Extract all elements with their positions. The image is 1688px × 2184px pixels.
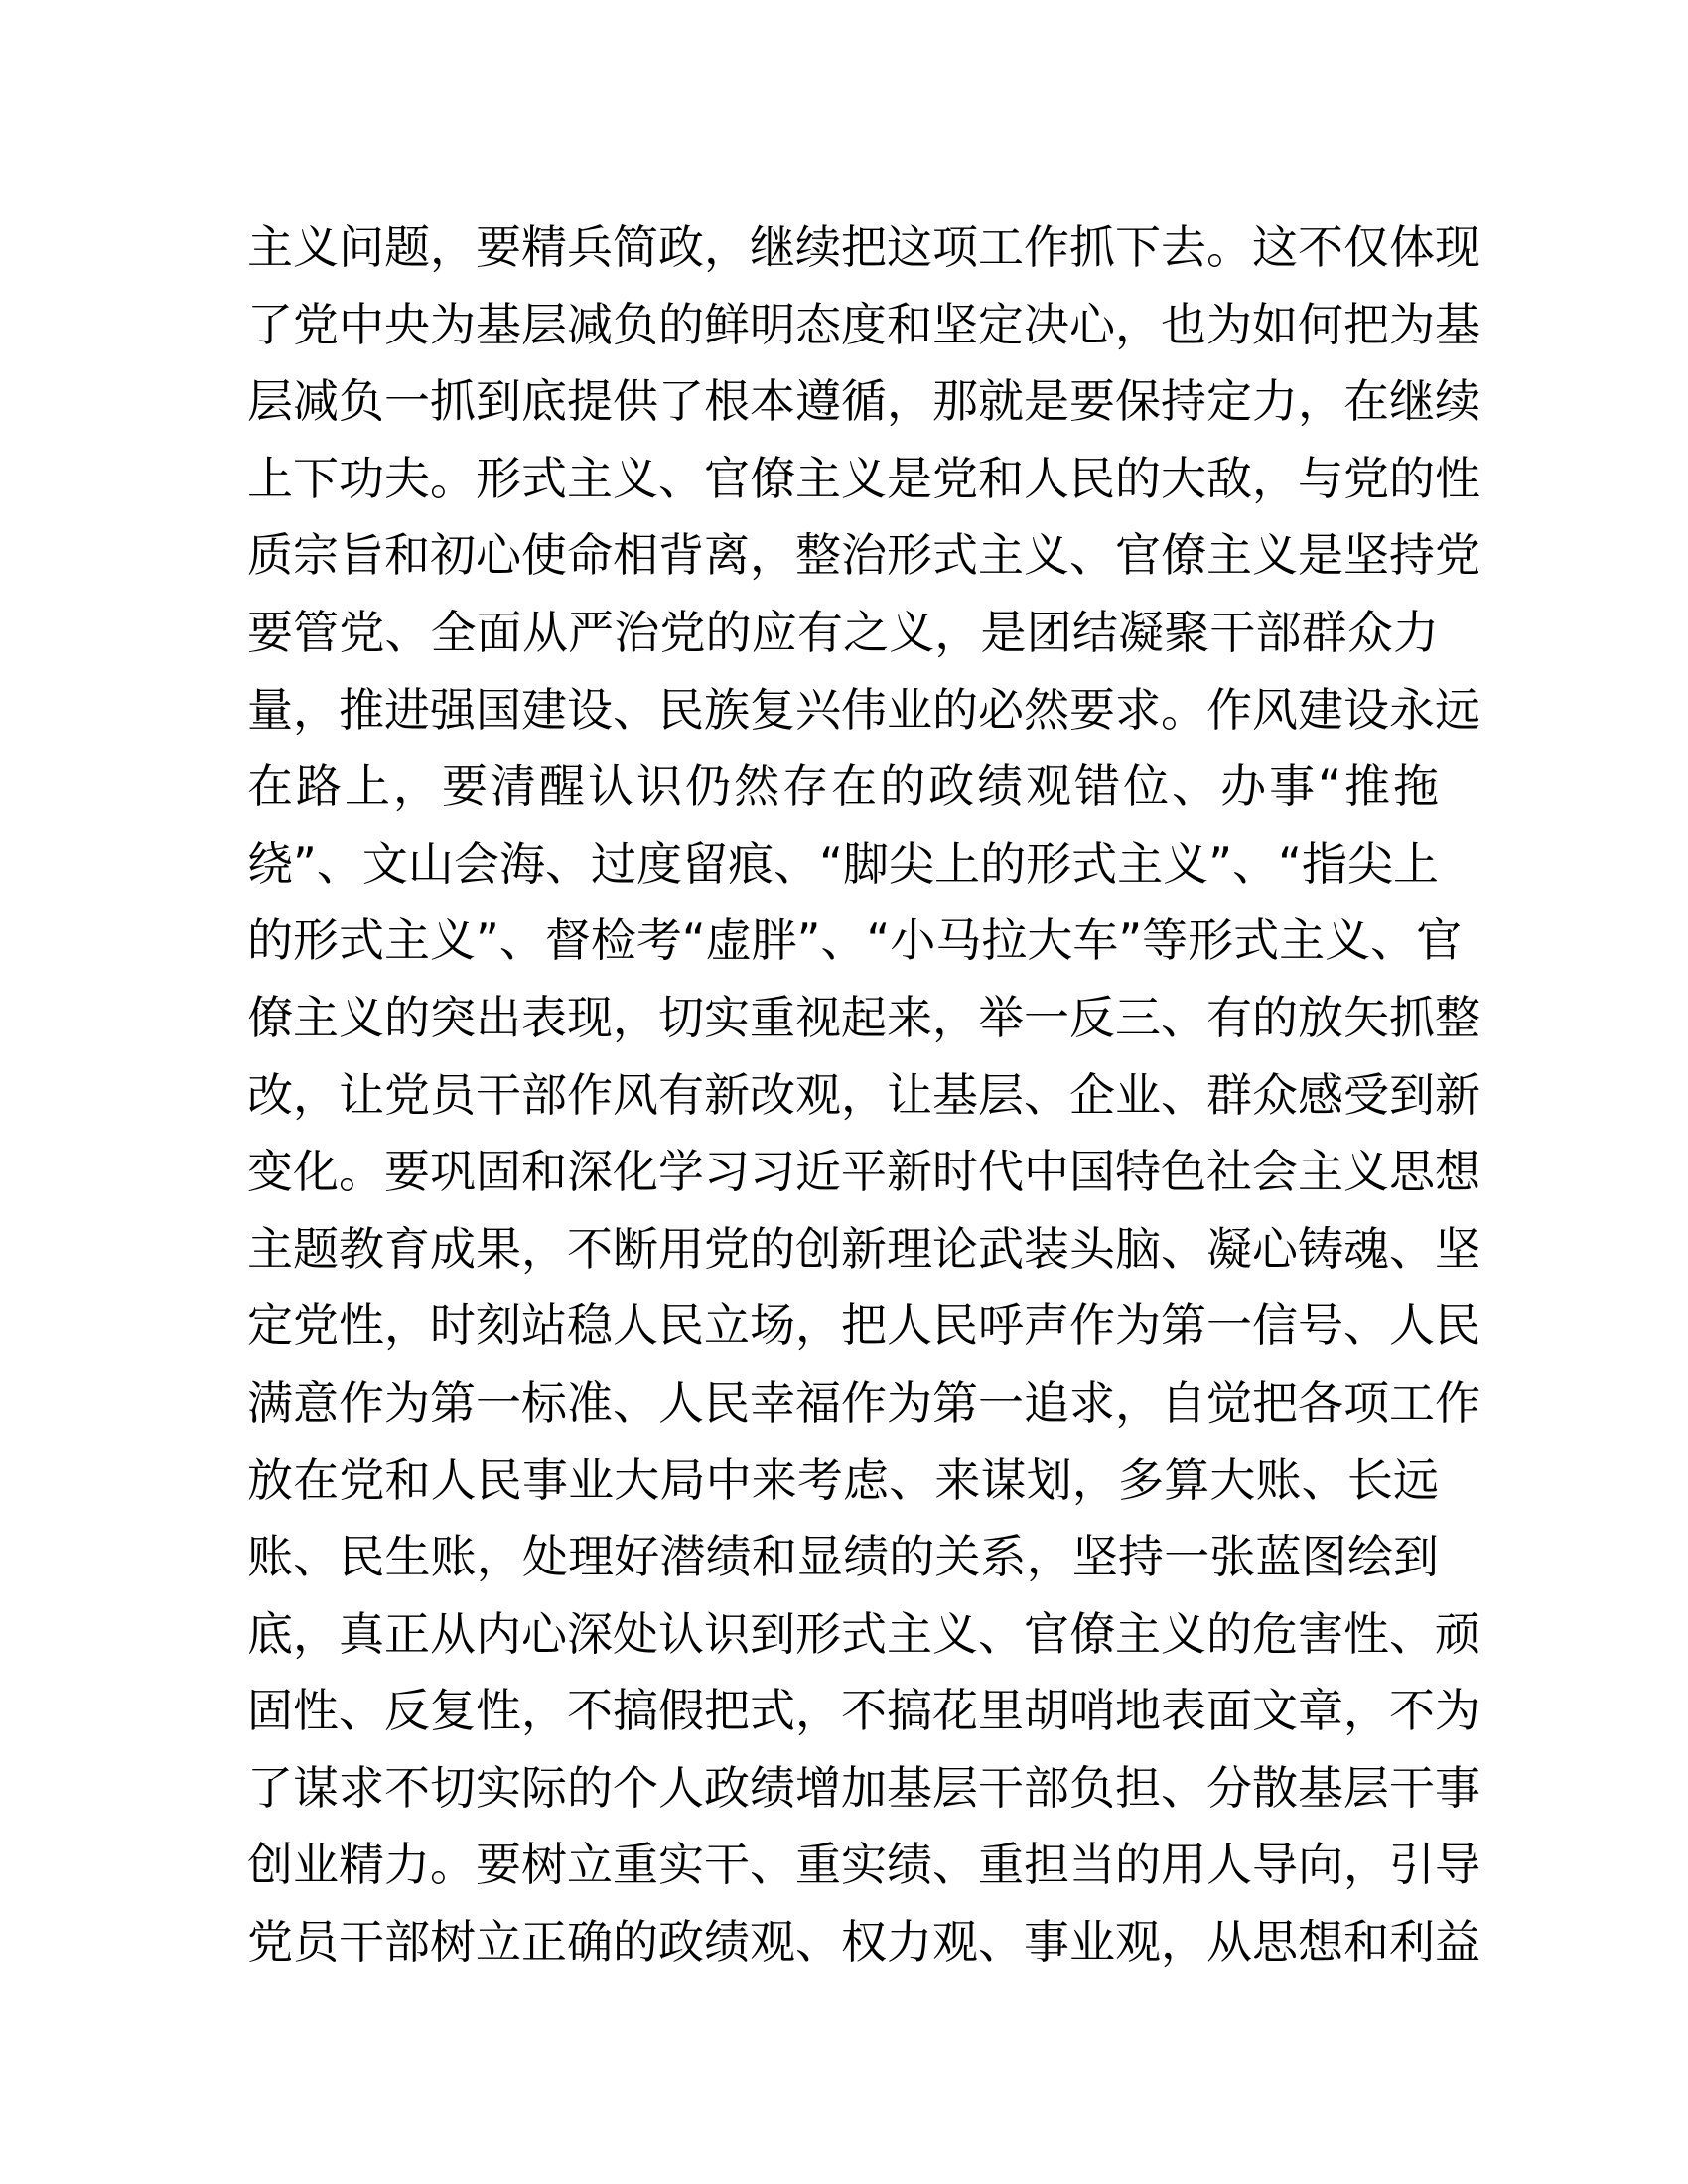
body-paragraph bbox=[247, 209, 1480, 1981]
text-line-9: 绕”、文山会海、过度留痕、“脚尖上的形式主义”、“指尖上 bbox=[247, 836, 1439, 890]
text-line-12: 改，让党员干部作风有新改观，让基层、企业、群众感受到新 bbox=[247, 1067, 1480, 1122]
text-line-8: 在路上，要清醒认识仍然存在的政绩观错位、办事“推拖 bbox=[247, 759, 1439, 814]
text-line-7: 量，推进强国建设、民族复兴伟业的必然要求。作风建设永远 bbox=[247, 682, 1480, 737]
text-line-6: 要管党、全面从严治党的应有之义，是团结凝聚干部群众力 bbox=[247, 605, 1439, 659]
text-line-4: 上下功夫。形式主义、官僚主义是党和人民的大敌，与党的性 bbox=[247, 451, 1480, 505]
text-line-16: 满意作为第一标准、人民幸福作为第一追求，自觉把各项工作 bbox=[247, 1375, 1480, 1430]
text-line-17: 放在党和人民事业大局中来考虑、来谋划，多算大账、长远 bbox=[247, 1452, 1439, 1507]
text-line-21: 了谋求不切实际的个人政绩增加基层干部负担、分散基层干事 bbox=[247, 1760, 1480, 1815]
text-line-3: 层减负一抓到底提供了根本遵循，那就是要保持定力，在继续 bbox=[247, 374, 1480, 429]
text-line-10: 的形式主义”、督检考“虚胖”、“小马拉大车”等形式主义、官 bbox=[247, 913, 1463, 968]
text-line-22: 创业精力。要树立重实干、重实绩、重担当的用人导向，引导 bbox=[247, 1838, 1480, 1892]
text-line-5: 质宗旨和初心使命相背离，整治形式主义、官僚主义是坚持党 bbox=[247, 528, 1480, 583]
text-line-15: 定党性，时刻站稳人民立场，把人民呼声作为第一信号、人民 bbox=[247, 1298, 1480, 1353]
text-line-19: 底，真正从内心深处认识到形式主义、官僚主义的危害性、顽 bbox=[247, 1606, 1480, 1661]
text-line-23: 党员干部树立正确的政绩观、权力观、事业观，从思想和利益 bbox=[247, 1915, 1480, 1970]
text-line-20: 固性、反复性，不搞假把式，不搞花里胡哨地表面文章，不为 bbox=[247, 1684, 1480, 1738]
text-line-14: 主题教育成果，不断用党的创新理论武装头脑、凝心铸魂、坚 bbox=[247, 1221, 1480, 1276]
text-line-13: 变化。要巩固和深化学习习近平新时代中国特色社会主义思想 bbox=[247, 1145, 1480, 1199]
text-line-18: 账、民生账，处理好潜绩和显绩的关系，坚持一张蓝图绘到 bbox=[247, 1530, 1439, 1584]
text-line-11: 僚主义的突出表现，切实重视起来，举一反三、有的放矢抓整 bbox=[247, 990, 1480, 1044]
text-line-2: 了党中央为基层减负的鲜明态度和坚定决心，也为如何把为基 bbox=[247, 297, 1480, 351]
text-line-1: 主义问题，要精兵简政，继续把这项工作抓下去。这不仅体现 bbox=[247, 220, 1480, 274]
